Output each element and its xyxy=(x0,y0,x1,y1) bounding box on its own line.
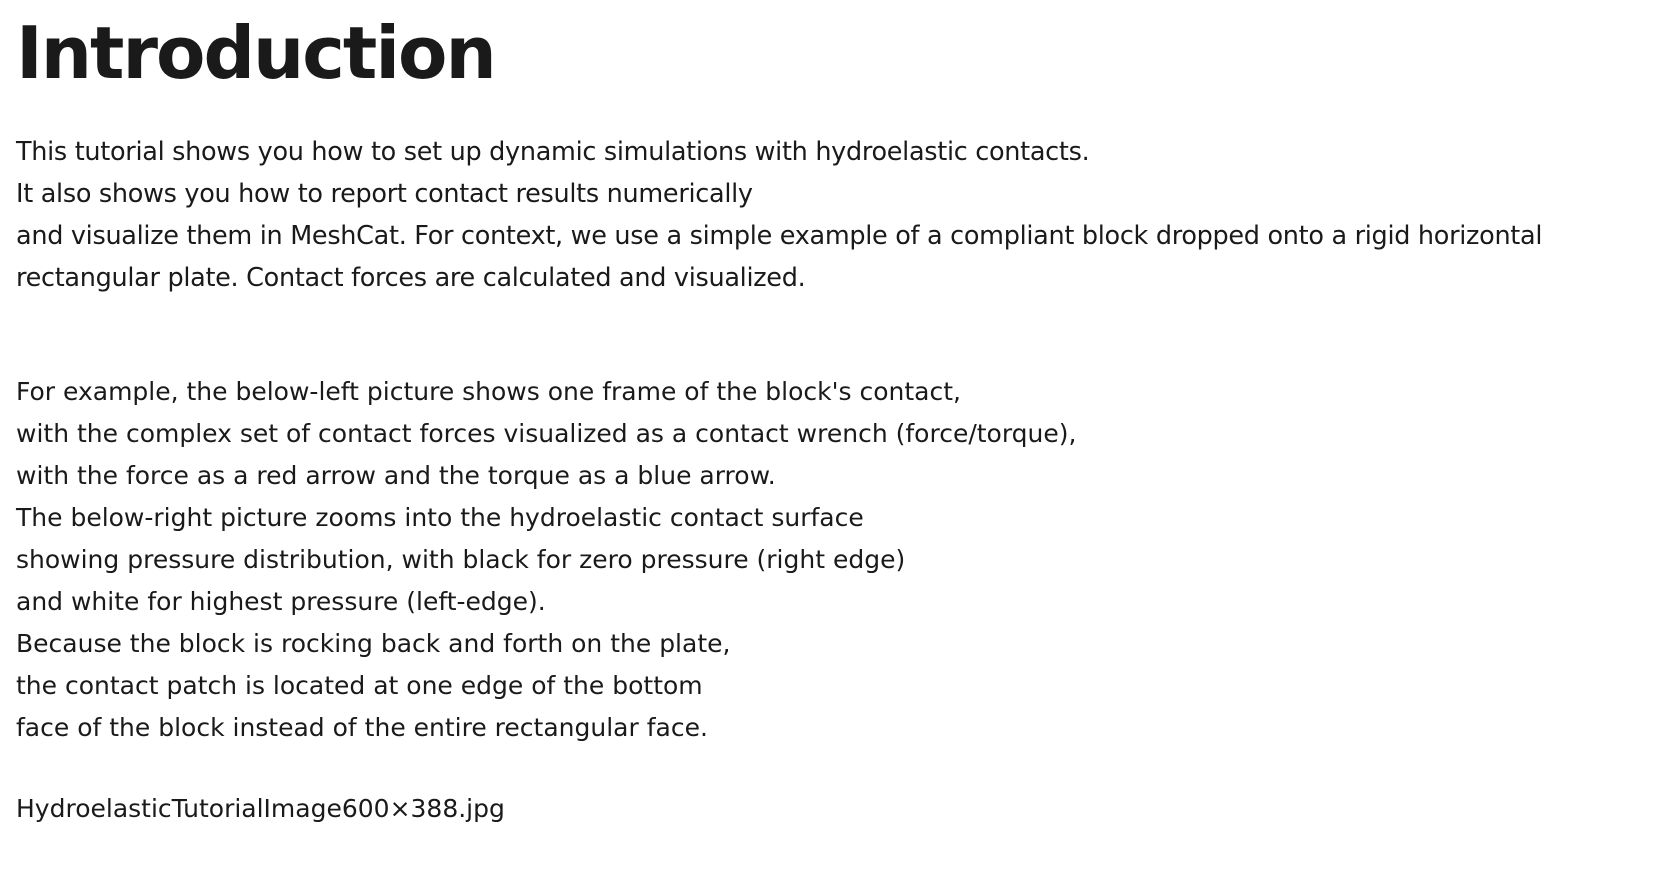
paragraph-line: the contact patch is located at one edge of the bottom xyxy=(16,671,703,700)
paragraph-line: face of the block instead of the entire rectangular face. xyxy=(16,713,708,742)
paragraph-line: rectangular plate. Contact forces are calculated and visualized. xyxy=(16,263,806,293)
paragraph-line: with the complex set of contact forces visualized as a contact wrench (force/torque), xyxy=(16,419,1077,448)
paragraph-line: The below-right picture zooms into the hydroelastic contact surface xyxy=(16,503,864,532)
paragraph-line: and white for highest pressure (left-edge). xyxy=(16,587,546,616)
paragraph-line: This tutorial shows you how to set up dynamic simulations with hydroelastic contacts. xyxy=(16,137,1090,167)
paragraph-line: showing pressure distribution, with black for zero pressure (right edge) xyxy=(16,545,906,574)
paragraph-line: It also shows you how to report contact results numerically xyxy=(16,179,753,209)
example-paragraph xyxy=(16,371,1076,749)
page-title: Introduction xyxy=(16,11,495,95)
paragraph-line: For example, the below-left picture shows one frame of the block's contact, xyxy=(16,377,961,406)
paragraph-line: with the force as a red arrow and the torque as a blue arrow. xyxy=(16,461,776,490)
broken-image-alt-text: HydroelasticTutorialImage600×388.jpg xyxy=(16,794,505,823)
paragraph-line: and visualize them in MeshCat. For context, we use a simple example of a compliant block dropped onto a rigid horizontal xyxy=(16,221,1543,251)
intro-paragraph xyxy=(16,131,1542,299)
paragraph-line: Because the block is rocking back and forth on the plate, xyxy=(16,629,731,658)
